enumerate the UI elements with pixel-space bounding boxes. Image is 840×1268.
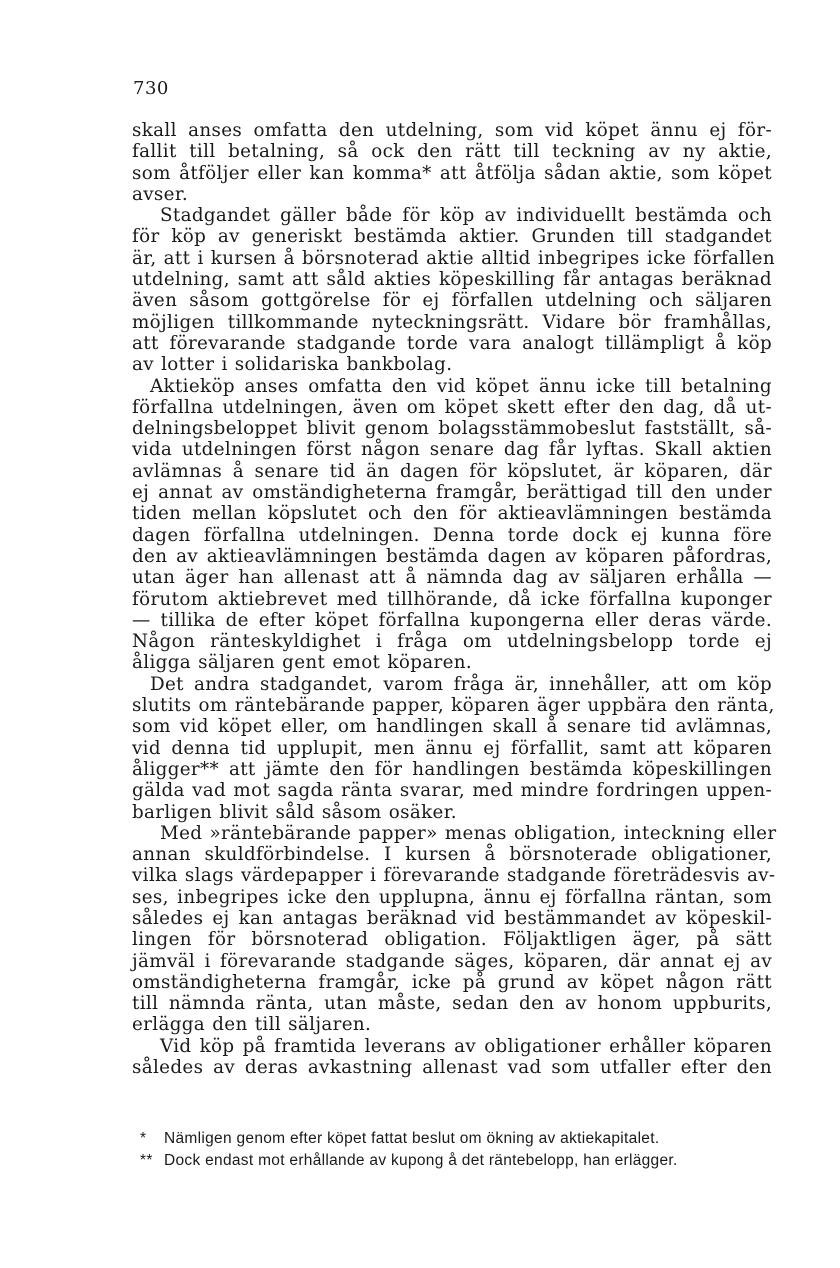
- text-line: barligen blivit såld såsom osäker.: [132, 801, 457, 823]
- text-line: skall anses omfatta den utdelning, som vid köpet ännu ej för-: [132, 120, 772, 141]
- text-line: avlämnas å senare tid än dagen för köpslutet, är köparen, där: [132, 460, 772, 482]
- text-line: är, att i kursen å börsnoterad aktie alltid inbegripes icke förfallen: [132, 247, 775, 269]
- footnote-mark: **: [140, 1152, 153, 1169]
- text-line: åligger** att jämte den för handlingen bestämda köpeskillingen: [132, 758, 772, 780]
- text-line: erlägga den till säljaren.: [132, 1014, 372, 1036]
- text-line: för köp av generiskt bestämda aktier. Grunden till stadgandet: [132, 226, 772, 248]
- text-line: således ej kan antagas beräknad vid bestämmandet av köpeskil-: [132, 907, 772, 929]
- text-line: till nämnda ränta, utan måste, sedan den av honom uppburits,: [132, 993, 772, 1015]
- text-line: omständigheterna framgår, icke på grund av köpet någon rätt: [132, 971, 772, 993]
- footnote-mark: *: [140, 1130, 147, 1147]
- text-line: utdelning, samt att såld akties köpeskilling får antagas beräknad: [132, 269, 772, 291]
- text-line: att förevarande stadgande torde vara analogt tillämpligt å köp: [132, 332, 772, 354]
- footnote-text: Dock endast mot erhållande av kupong å det räntebelopp, han erlägger.: [164, 1152, 678, 1169]
- footnotes: [140, 1128, 770, 1172]
- text-line: ses, inbegripes icke den upplupna, ännu ej förfallna räntan, som: [132, 886, 772, 908]
- text-line: dagen förfallna utdelningen. Denna torde dock ej kunna före: [132, 524, 772, 546]
- text-line: vida utdelningen först någon senare dag får lyftas. Skall aktien: [132, 439, 772, 461]
- paragraph-start-line: Aktieköp anses omfatta den vid köpet ännu icke till betalning: [150, 375, 772, 397]
- text-line: möjligen tillkommande nyteckningsrätt. Vidare bör framhållas,: [132, 311, 772, 333]
- text-line: åligga säljaren gent emot köparen.: [132, 652, 473, 674]
- text-line: jämväl i förevarande stadgande säges, köparen, där annat ej av: [132, 950, 772, 972]
- text-line: lingen för börsnoterad obligation. Följaktligen äger, på sätt: [132, 929, 772, 951]
- footnote: [140, 1128, 770, 1150]
- text-line: slutits om räntebärande papper, köparen äger uppbära den ränta,: [132, 695, 775, 717]
- footnote: [140, 1150, 770, 1172]
- text-line: tiden mellan köpslutet och den för aktieavlämningen bestämda: [132, 503, 772, 525]
- text-line: annan skuldförbindelse. I kursen å börsnoterade obligationer,: [132, 844, 772, 866]
- text-line: förutom aktiebrevet med tillhörande, då icke förfallna kuponger: [132, 588, 772, 610]
- text-line: som vid köpet eller, om handlingen skall å senare tid avlämnas,: [132, 716, 772, 738]
- paragraph-start-line: Vid köp på framtida leverans av obligationer erhåller köparen: [160, 1035, 772, 1057]
- text-line: ej annat av omständigheterna framgår, berättigad till den under: [132, 482, 772, 504]
- text-line: — tillika de efter köpet förfallna kupongerna eller deras värde.: [132, 609, 772, 631]
- body-text: [132, 120, 777, 1079]
- text-line: Någon ränteskyldighet i fråga om utdelningsbelopp torde ej: [132, 631, 772, 653]
- text-line: som åtföljer eller kan komma* att åtfölja sådan aktie, som köpet: [132, 162, 772, 184]
- paragraph-start-line: Med »räntebärande papper» menas obligation, inteckning eller: [160, 822, 777, 844]
- footnote-text: Nämligen genom efter köpet fattat beslut om ökning av aktiekapitalet.: [164, 1130, 660, 1147]
- paragraph-start-line: Det andra stadgandet, varom fråga är, innehåller, att om köp: [150, 673, 772, 695]
- text-line: således av deras avkastning allenast vad som utfaller efter den: [132, 1057, 772, 1079]
- text-line: förfallna utdelningen, även om köpet skett efter den dag, då ut-: [132, 396, 772, 418]
- text-line: även såsom gottgörelse för ej förfallen utdelning och säljaren: [132, 290, 772, 312]
- text-line: av lotter i solidariska bankbolag.: [132, 354, 453, 376]
- text-line: avser.: [132, 183, 189, 205]
- text-line: vilka slags värdepapper i förevarande stadgande företrädesvis av-: [132, 865, 776, 887]
- text-line: vid denna tid upplupit, men ännu ej förfallit, samt att köparen: [132, 737, 772, 759]
- paragraph-start-line: Stadgandet gäller både för köp av individuellt bestämda och: [160, 205, 772, 227]
- text-line: utan äger han allenast att å nämnda dag av säljaren erhålla —: [132, 567, 772, 589]
- page-number: 730: [133, 78, 169, 99]
- text-line: gälda vad mot sagda ränta svarar, med mindre fordringen uppen-: [132, 780, 772, 802]
- text-line: den av aktieavlämningen bestämda dagen av köparen påfordras,: [132, 545, 772, 567]
- text-line: fallit till betalning, så ock den rätt till teckning av ny aktie,: [132, 141, 772, 163]
- text-line: delningsbeloppet blivit genom bolagsstämmobeslut fastställt, så-: [132, 418, 772, 440]
